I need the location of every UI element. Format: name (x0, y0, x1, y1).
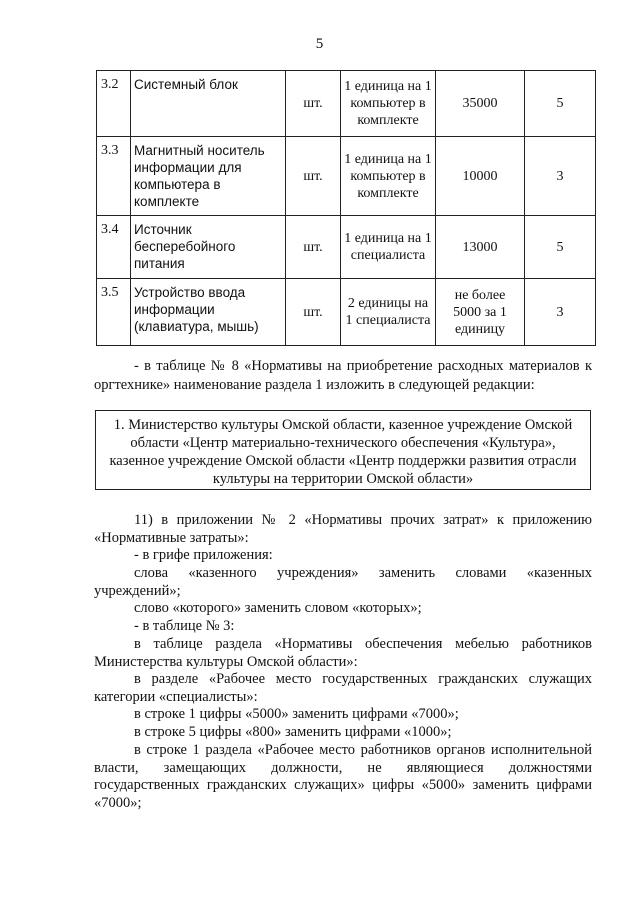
item-price: 13000 (436, 216, 525, 279)
item-term: 5 (525, 216, 596, 279)
row-number: 3.2 (97, 71, 131, 137)
rabochee-paragraph: в разделе «Рабочее место государственных гражданских служащих категории «специалисты»: (94, 671, 592, 705)
item-term: 3 (525, 279, 596, 346)
item-unit: шт. (286, 279, 341, 346)
row-number: 3.4 (97, 216, 131, 279)
item-price: не более 5000 за 1 единицу (436, 279, 525, 346)
table-row (97, 71, 596, 137)
table8-line2: оргтехнике» наименование раздела 1 изложить в следующей редакции: (94, 377, 535, 393)
item-price: 10000 (436, 137, 525, 216)
table3-line: - в таблице № 3: (134, 618, 235, 634)
section-title-box: 1. Министерство культуры Омской области, казенное учреждение Омской области «Центр материально-технического обеспечения «Культура», казенное учреждение Омской области «Центр поддержки развития отрасли культуры на территории Омской области» (95, 410, 591, 490)
item-name: Источник бесперебойного питания (131, 216, 286, 279)
grif-line: - в грифе приложения: (134, 547, 273, 563)
norms-table (96, 70, 596, 346)
item-quantity: 2 единицы на 1 специалиста (341, 279, 436, 346)
table8-line1: - в таблице № 8 «Нормативы на приобретение расходных материалов к (134, 358, 592, 374)
item-term: 5 (525, 71, 596, 137)
row-number: 3.5 (97, 279, 131, 346)
row-number: 3.3 (97, 137, 131, 216)
item-price: 35000 (436, 71, 525, 137)
item-name: Устройство ввода информации (клавиатура, мышь) (131, 279, 286, 346)
item-quantity: 1 единица на 1 компьютер в комплекте (341, 71, 436, 137)
item-quantity: 1 единица на 1 специалиста (341, 216, 436, 279)
item-11-paragraph: 11) в приложении № 2 «Нормативы прочих затрат» к приложению «Нормативные затраты»: (94, 512, 592, 546)
item-unit: шт. (286, 216, 341, 279)
table-row (97, 279, 596, 346)
razdel-paragraph: в таблице раздела «Нормативы обеспечения мебелью работников Министерства культуры Омской области»: (94, 636, 592, 670)
item-quantity: 1 единица на 1 компьютер в комплекте (341, 137, 436, 216)
item-name: Магнитный носитель информации для компьютера в комплекте (131, 137, 286, 216)
item-name: Системный блок (131, 71, 286, 137)
item-unit: шт. (286, 137, 341, 216)
page-number: 5 (315, 36, 324, 52)
stroka1-razdel-paragraph: в строке 1 раздела «Рабочее место работников органов исполнительной власти, замещающих должности, не являющиеся должностями государственных гражданских служащих» цифры «5000» заменить цифрами «7000»; (94, 742, 592, 811)
slovo-line: слово «которого» заменить словом «которых»; (134, 600, 422, 616)
stroka5-line: в строке 5 цифры «800» заменить цифрами «1000»; (134, 724, 452, 740)
item-term: 3 (525, 137, 596, 216)
table-row (97, 216, 596, 279)
item-unit: шт. (286, 71, 341, 137)
slova-paragraph: слова «казенного учреждения» заменить словами «казенных учреждений»; (94, 565, 592, 599)
stroka1-line: в строке 1 цифры «5000» заменить цифрами «7000»; (134, 706, 459, 722)
table-row (97, 137, 596, 216)
